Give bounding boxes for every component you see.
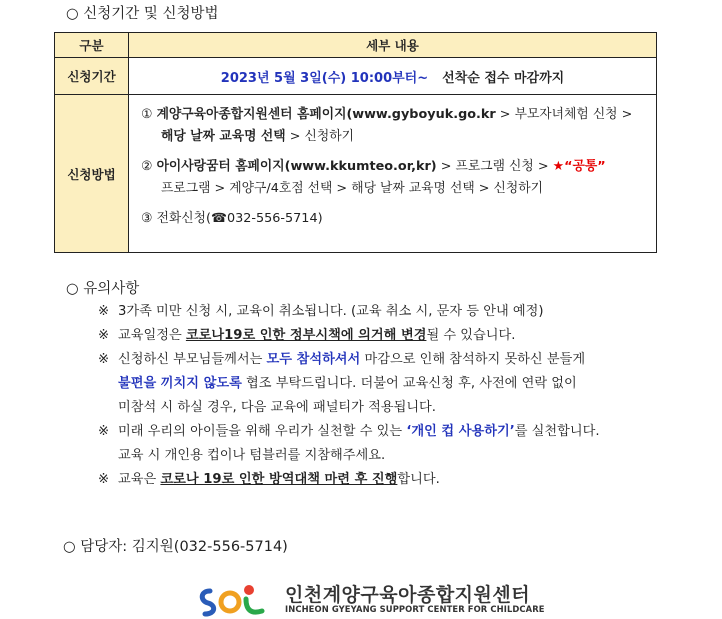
note-text: 신청하신 부모님들께서는 — [118, 352, 267, 367]
note-text: 3가족 미만 신청 시, 교육이 취소됩니다. (교육 취소 시, 문자 등 안내 예정) — [118, 304, 544, 319]
note-text: 미참석 시 하실 경우, 다음 교육에 패널티가 적용됩니다. — [118, 400, 436, 415]
center-logo-icon — [196, 581, 276, 619]
method1-site: 계양구육아종합지원센터 홈페이지(www.gyboyuk.go.kr — [156, 107, 496, 122]
note-mark: ※ — [98, 328, 110, 343]
table-row-method — [55, 95, 657, 253]
method-item-2 — [141, 156, 648, 200]
period-value-cell — [129, 58, 657, 95]
header-category: 구분 — [55, 33, 129, 58]
method2-number: ② — [141, 159, 153, 174]
period-label: 신청기간 — [55, 58, 129, 95]
note-item — [98, 348, 678, 420]
note-emphasis: 불편을 끼치지 않도록 — [118, 376, 242, 391]
note-text: 미래 우리의 아이들을 위해 우리가 실천할 수 있는 — [118, 424, 407, 439]
method-cell — [129, 95, 657, 253]
method1-number: ① — [141, 107, 153, 122]
method2-path-line2: 프로그램 > 계양구/4호점 선택 > 해당 날짜 교육명 선택 > 신청하기 — [161, 181, 543, 196]
method-label: 신청방법 — [55, 95, 129, 253]
period-tail: 선착순 접수 마감까지 — [442, 70, 565, 86]
method1-path: > 부모자녀체험 신청 > — [495, 107, 633, 122]
note-item — [98, 468, 678, 492]
note-item — [98, 420, 678, 468]
note-text: 합니다. — [397, 472, 440, 487]
note-text: 교육은 — [118, 472, 161, 487]
section-title-period: ○ 신청기간 및 신청방법 — [66, 6, 219, 22]
contact-line: ○ 담당자: 김지원(032-556-5714) — [63, 539, 288, 555]
center-name-kr: 인천계양구육아종합지원센터 — [285, 584, 531, 606]
section-title-notes: ○ 유의사항 — [66, 281, 140, 297]
note-item — [98, 300, 678, 324]
method1-path-end: > 신청하기 — [285, 129, 354, 144]
note-emphasis: 코로나19로 인한 정부시책에 의거해 변경 — [185, 328, 427, 343]
note-text: 협조 부탁드립니다. 더불어 교육신청 후, 사전에 연락 없이 — [241, 376, 577, 391]
note-text: 마감으로 인해 참석하지 못하신 분들게 — [360, 352, 586, 367]
center-name-en: INCHEON GYEYANG SUPPORT CENTER FOR CHILDCARE — [285, 604, 545, 614]
method2-path: > 프로그램 신청 > — [436, 159, 553, 174]
method3-phone: 전화신청(☎032-556-5714) — [156, 211, 323, 226]
note-text: 를 실천합니다. — [514, 424, 600, 439]
table-row-period — [55, 58, 657, 95]
method-item-1 — [141, 104, 648, 148]
note-mark: ※ — [98, 304, 110, 319]
notes-list — [98, 300, 678, 492]
note-item — [98, 324, 678, 348]
header-details: 세부 내용 — [129, 33, 657, 58]
method3-number: ③ — [141, 211, 153, 226]
method2-site: 아이사랑꿈터 홈페이지(www.kkumteo.or,kr) — [156, 159, 437, 174]
method-item-3 — [141, 208, 648, 230]
method2-star-common: ★“공통” — [552, 159, 606, 174]
note-text: 될 수 있습니다. — [426, 328, 516, 343]
note-mark: ※ — [98, 472, 110, 487]
application-table — [54, 32, 657, 253]
note-emphasis: ‘개인 컵 사용하기’ — [406, 424, 515, 439]
note-text: 교육 시 개인용 컵이나 텀블러를 지참해주세요. — [118, 448, 386, 463]
note-mark: ※ — [98, 424, 110, 439]
table-header-row — [55, 33, 657, 58]
note-emphasis: 코로나 19로 인한 방역대책 마련 후 진행 — [160, 472, 398, 487]
note-mark: ※ — [98, 352, 110, 367]
method1-path-bold: 해당 날짜 교육명 선택 — [161, 129, 286, 144]
note-text: 교육일정은 — [118, 328, 186, 343]
note-emphasis: 모두 참석하셔서 — [266, 352, 361, 367]
period-value: 2023년 5월 3일(수) 10:00부터~ — [220, 70, 429, 86]
